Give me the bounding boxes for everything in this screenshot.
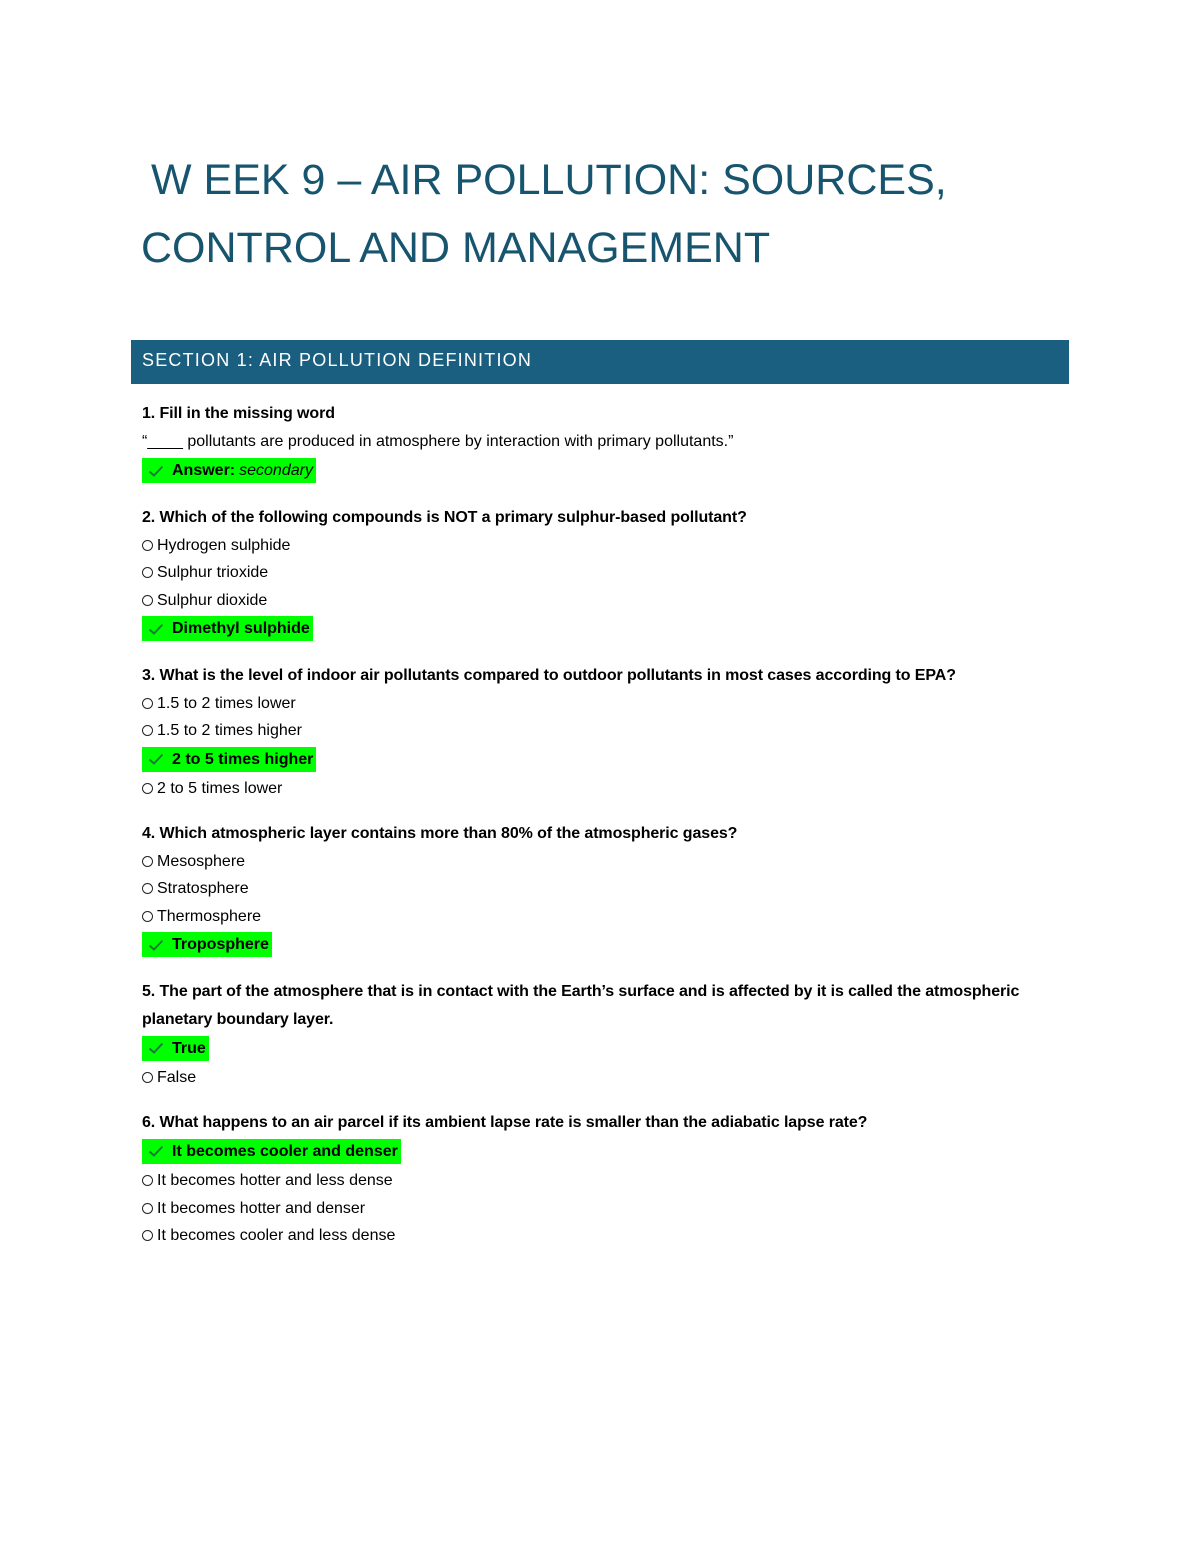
correct-answer [142, 1036, 209, 1061]
option-label: 1.5 to 2 times lower [157, 694, 296, 712]
radio-circle-icon [142, 725, 153, 736]
question-title: 1. Fill in the missing word [142, 405, 335, 422]
option-label: 1.5 to 2 times higher [157, 722, 302, 739]
question-title: 3. What is the level of indoor air pollutants compared to outdoor pollutants in most cases according to EPA? [142, 666, 956, 684]
option[interactable] [142, 1195, 1062, 1223]
answer-label: 2 to 5 times higher [172, 750, 314, 768]
option[interactable] [142, 1064, 1062, 1092]
radio-circle-icon [142, 783, 153, 794]
answer-label: Troposphere [172, 936, 269, 953]
radio-circle-icon [142, 540, 153, 551]
question-title: 6. What happens to an air parcel if its ambient lapse rate is smaller than the adiabatic lapse rate? [142, 1113, 868, 1131]
radio-circle-icon [142, 856, 153, 867]
radio-circle-icon [142, 698, 153, 709]
question-1 [142, 400, 1062, 487]
option-label: Sulphur trioxide [157, 564, 269, 581]
option-label: Hydrogen sulphide [157, 536, 291, 554]
check-icon [144, 461, 168, 481]
option-label: It becomes hotter and less dense [157, 1172, 393, 1189]
option[interactable] [142, 587, 1062, 615]
correct-answer [142, 1139, 401, 1164]
correct-answer [142, 616, 313, 641]
option[interactable] [142, 717, 1062, 745]
radio-circle-icon [142, 1072, 153, 1083]
answer-label: Answer: [172, 462, 236, 479]
question-3 [142, 662, 1062, 803]
option-label: 2 to 5 times lower [157, 780, 283, 797]
option[interactable] [142, 532, 1062, 560]
check-icon [144, 1038, 168, 1058]
option[interactable] [142, 775, 1062, 803]
option[interactable] [142, 848, 1062, 876]
option-label: It becomes hotter and denser [157, 1199, 366, 1217]
radio-circle-icon [142, 1230, 153, 1241]
radio-circle-icon [142, 595, 153, 606]
quiz-content [142, 400, 1062, 1267]
correct-answer [142, 747, 316, 772]
option-label: It becomes cooler and less dense [157, 1227, 396, 1244]
answer-label: Dimethyl sulphide [172, 620, 310, 637]
title-line-2: CONTROL AND MANAGEMENT [141, 224, 771, 272]
check-icon [144, 1141, 168, 1161]
question-title: 4. Which atmospheric layer contains more than 80% of the atmospheric gases? [142, 824, 738, 842]
question-text: “____ pollutants are produced in atmosphere by interaction with primary pollutants.” [142, 433, 734, 450]
page-title [141, 146, 1081, 282]
option[interactable] [142, 1167, 1062, 1195]
option-label: Mesosphere [157, 852, 246, 870]
question-6 [142, 1109, 1062, 1250]
radio-circle-icon [142, 883, 153, 894]
question-title: 2. Which of the following compounds is NOT a primary sulphur-based pollutant? [142, 508, 747, 526]
answer-label: It becomes cooler and denser [172, 1142, 398, 1160]
question-4 [142, 820, 1062, 961]
option-label: Stratosphere [157, 880, 249, 897]
radio-circle-icon [142, 1175, 153, 1186]
option[interactable] [142, 903, 1062, 931]
question-title: 5. The part of the atmosphere that is in contact with the Earth’s surface and is affected by it is called the atmospheric planetary boundary layer. [142, 982, 1020, 1028]
option[interactable] [142, 559, 1062, 587]
question-5 [142, 978, 1062, 1092]
title-line-1: W EEK 9 – AIR POLLUTION: SOURCES, [151, 156, 947, 204]
check-icon [144, 749, 168, 769]
option[interactable] [142, 690, 1062, 718]
radio-circle-icon [142, 567, 153, 578]
section-heading-bar [131, 340, 1069, 384]
check-icon [144, 935, 168, 955]
correct-answer [142, 458, 316, 483]
correct-answer [142, 932, 272, 957]
radio-circle-icon [142, 1203, 153, 1214]
option-label: Thermosphere [157, 907, 262, 925]
option[interactable] [142, 875, 1062, 903]
radio-circle-icon [142, 911, 153, 922]
answer-value: secondary [239, 462, 313, 479]
option-label: Sulphur dioxide [157, 591, 268, 609]
option-label: False [157, 1069, 197, 1086]
check-icon [144, 619, 168, 639]
answer-label: True [172, 1039, 206, 1057]
question-2 [142, 504, 1062, 645]
section-heading: SECTION 1: AIR POLLUTION DEFINITION [142, 350, 533, 370]
option[interactable] [142, 1222, 1062, 1250]
